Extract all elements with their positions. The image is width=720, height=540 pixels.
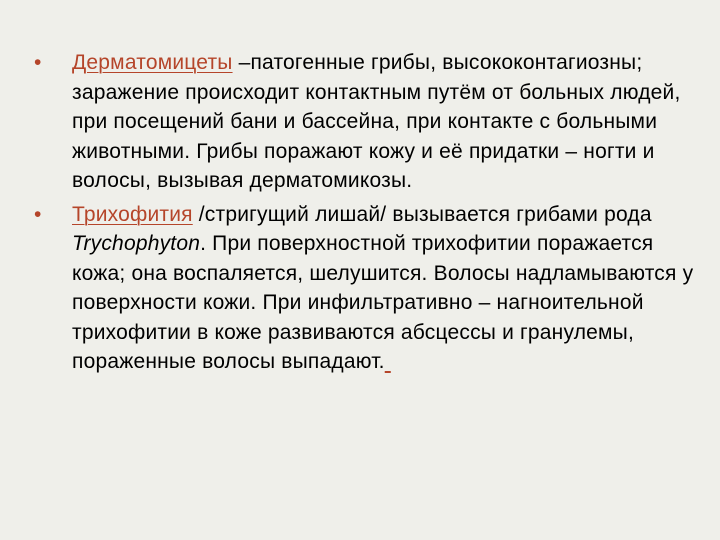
trailing-empty-link[interactable]: [385, 347, 397, 377]
bullet-dot-icon: •: [34, 202, 42, 226]
bullet-list: [34, 48, 694, 381]
term-link-dermatomycetes[interactable]: Дерматомицеты: [72, 51, 233, 74]
bullet-text-part2: . При поверхностной трихофитии поражается кожа; она воспаляется, шелушится. Волосы надламываются у поверхности кожи. При инфильтративно – нагноительной трихофитии в коже развиваются абсцессы и гранулемы, пораженные волосы выпадают.: [72, 232, 694, 373]
bullet-item-trichophytia: [34, 200, 694, 377]
bullet-text: –патогенные грибы, высококонтагиозны; заражение происходит контактным путём от больных людей, при посещений бани и бассейна, при контакте с больными животными. Грибы поражают кожу и её придатки – ногти и волосы, вызывая дерматомикозы.: [72, 51, 681, 192]
bullet-text-part1: /стригущий лишай/ вызывается грибами рода: [192, 202, 652, 226]
genus-name: Trychophyton: [72, 232, 201, 255]
bullet-item-dermatomycetes: [34, 48, 694, 196]
term-link-trichophytia[interactable]: Трихофития: [72, 202, 193, 226]
bullet-dot-icon: •: [34, 51, 42, 74]
